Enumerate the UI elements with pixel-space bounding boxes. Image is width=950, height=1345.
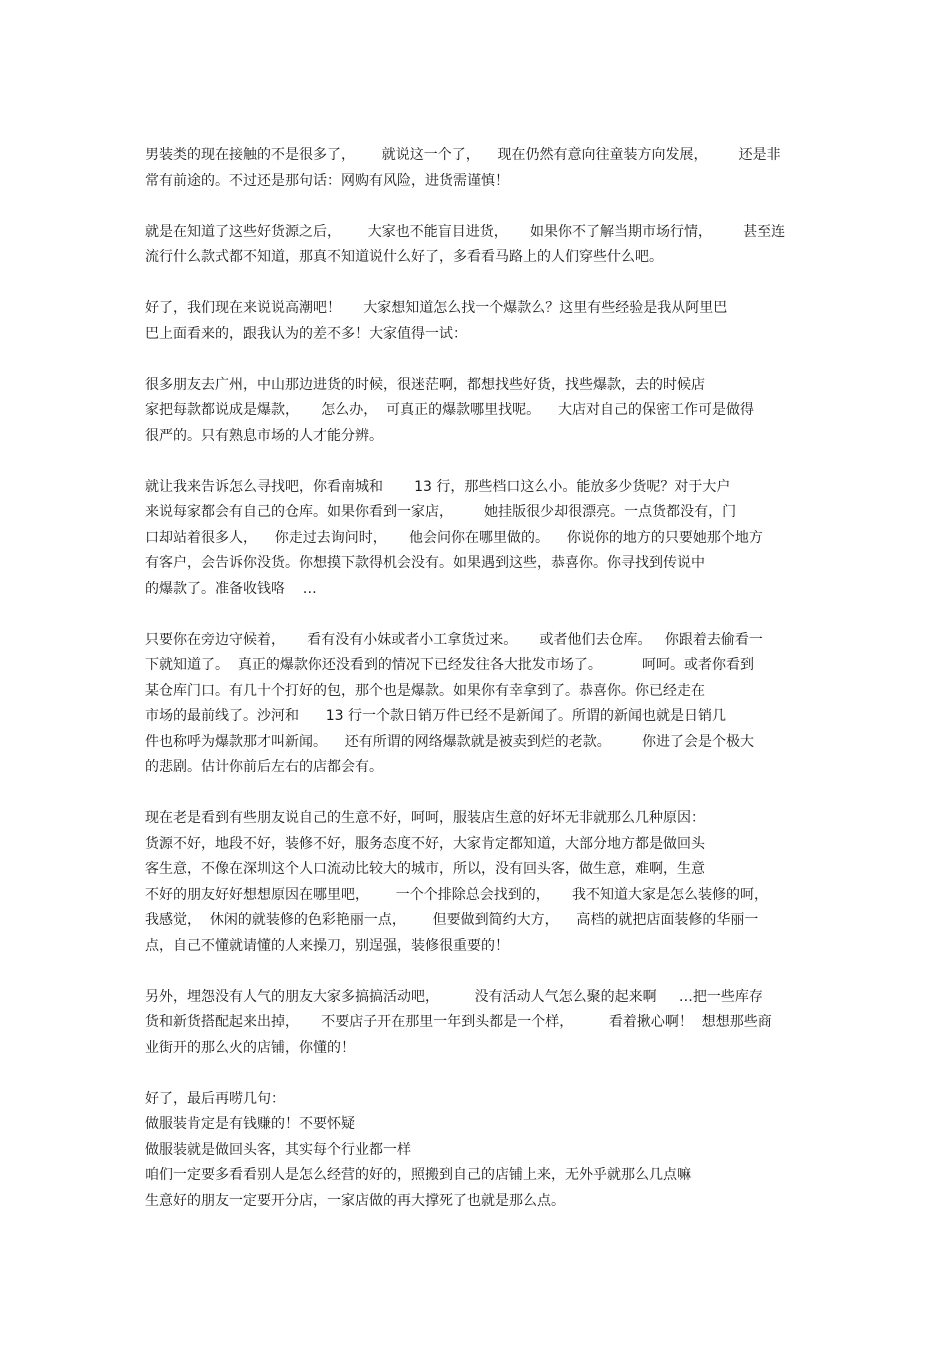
text-line: 好了，最后再唠几句： xyxy=(145,1090,285,1107)
text-line: 客生意，不像在深圳这个人口流动比较大的城市，所以，没有回头客，做生意，难啊，生意 xyxy=(145,861,705,877)
paragraph xyxy=(145,806,810,959)
document-body xyxy=(145,143,810,1240)
text-line: 做服装肯定是有钱赚的！不要怀疑 xyxy=(145,1116,355,1132)
text-line: 货和新货搭配起来出掉， 不要店子开在那里一年到头都是一个样， 看着揪心啊！ 想想那些商 xyxy=(145,1014,772,1030)
text-line: 的悲剧。估计你前后左右的店都会有。 xyxy=(145,759,383,775)
paragraph xyxy=(145,220,810,271)
text-line: 业街开的那么火的店铺，你懂的！ xyxy=(145,1039,355,1056)
text-line: 不好的朋友好好想想原因在哪里吧， 一个个排除总会找到的， 我不知道大家是怎么装修的呵， xyxy=(145,886,768,903)
text-line: 市场的最前线了。沙河和 13 行一个款日销万件已经不是新闻了。所谓的新闻也就是日销几 xyxy=(145,708,726,724)
text-line: 来说每家都会有自己的仓库。如果你看到一家店， 她挂版很少却很漂亮。一点货都没有，门 xyxy=(145,504,737,520)
text-line: 巴上面看来的，跟我认为的差不多！大家值得一试： xyxy=(145,325,467,342)
text-line: 下就知道了。 真正的爆款你还没看到的情况下已经发往各大批发市场了。 呵呵。或者你看到 xyxy=(145,657,754,673)
text-line: 的爆款了。准备收钱咯 … xyxy=(145,580,317,597)
text-line: 点，自己不懂就请懂的人来操刀，别逞强，装修很重要的！ xyxy=(145,937,509,954)
text-line: 就是在知道了这些好货源之后， 大家也不能盲目进货， 如果你不了解当期市场行情， 甚至连 xyxy=(145,223,786,240)
text-line: 就让我来告诉怎么寻找吧，你看南城和 13 行，那些档口这么小。能放多少货呢？对于大户 xyxy=(145,478,731,495)
paragraph xyxy=(145,143,810,194)
text-line: 有客户，会告诉你没货。你想摸下款得机会没有。如果遇到这些，恭喜你。你寻找到传说中 xyxy=(145,555,705,571)
text-line: 货源不好，地段不好，装修不好，服务态度不好，大家肯定都知道，大部分地方都是做回头 xyxy=(145,835,705,852)
text-line: 常有前途的。不过还是那句话：网购有风险，进货需谨慎！ xyxy=(145,172,509,189)
text-line: 好了，我们现在来说说高潮吧！ 大家想知道怎么找一个爆款么？这里有些经验是我从阿里巴 xyxy=(145,300,728,316)
paragraph xyxy=(145,296,810,347)
text-line: 很严的。只有熟息市场的人才能分辨。 xyxy=(145,427,383,444)
text-line: 很多朋友去广州，中山那边进货的时候，很迷茫啊，都想找些好货，找些爆款，去的时候店 xyxy=(145,376,705,393)
text-line: 另外，埋怨没有人气的朋友大家多搞搞活动吧， 没有活动人气怎么聚的起来啊 …把一些库存 xyxy=(145,988,763,1005)
text-line: 咱们一定要多看看别人是怎么经营的好的，照搬到自己的店铺上来，无外乎就那么几点嘛 xyxy=(145,1167,691,1183)
paragraph xyxy=(145,1087,810,1215)
text-line: 做服装就是做回头客，其实每个行业都一样 xyxy=(145,1141,411,1158)
text-line: 我感觉， 休闲的就装修的色彩艳丽一点， 但要做到简约大方， 高档的就把店面装修的华丽一 xyxy=(145,912,759,928)
paragraph xyxy=(145,475,810,603)
text-line: 现在老是看到有些朋友说自己的生意不好，呵呵，服装店生意的好坏无非就那么几种原因： xyxy=(145,810,705,826)
text-line: 某仓库门口。有几十个打好的包，那个也是爆款。如果你有幸拿到了。恭喜你。你已经走在 xyxy=(145,682,705,699)
paragraph xyxy=(145,985,810,1062)
paragraph xyxy=(145,628,810,781)
text-line: 只要你在旁边守候着， 看有没有小妹或者小工拿货过来。 或者他们去仓库。 你跟着去偷看一 xyxy=(145,631,763,648)
paragraph xyxy=(145,373,810,450)
text-line: 流行什么款式都不知道，那真不知道说什么好了，多看看马路上的人们穿些什么吧。 xyxy=(145,249,663,265)
text-line: 件也称呼为爆款那才叫新闻。 还有所谓的网络爆款就是被卖到烂的老款。 你进了会是个极大 xyxy=(145,733,754,750)
text-line: 口却站着很多人， 你走过去询问时， 他会问你在哪里做的。 你说你的地方的只要她那个地方 xyxy=(145,529,763,546)
text-line: 生意好的朋友一定要开分店，一家店做的再大撑死了也就是那么点。 xyxy=(145,1192,565,1209)
text-line: 男装类的现在接触的不是很多了， 就说这一个了， 现在仍然有意向往童装方向发展， 还是非 xyxy=(145,147,781,163)
text-line: 家把每款都说成是爆款， 怎么办， 可真正的爆款哪里找呢。 大店对自己的保密工作可是做得 xyxy=(145,402,754,418)
